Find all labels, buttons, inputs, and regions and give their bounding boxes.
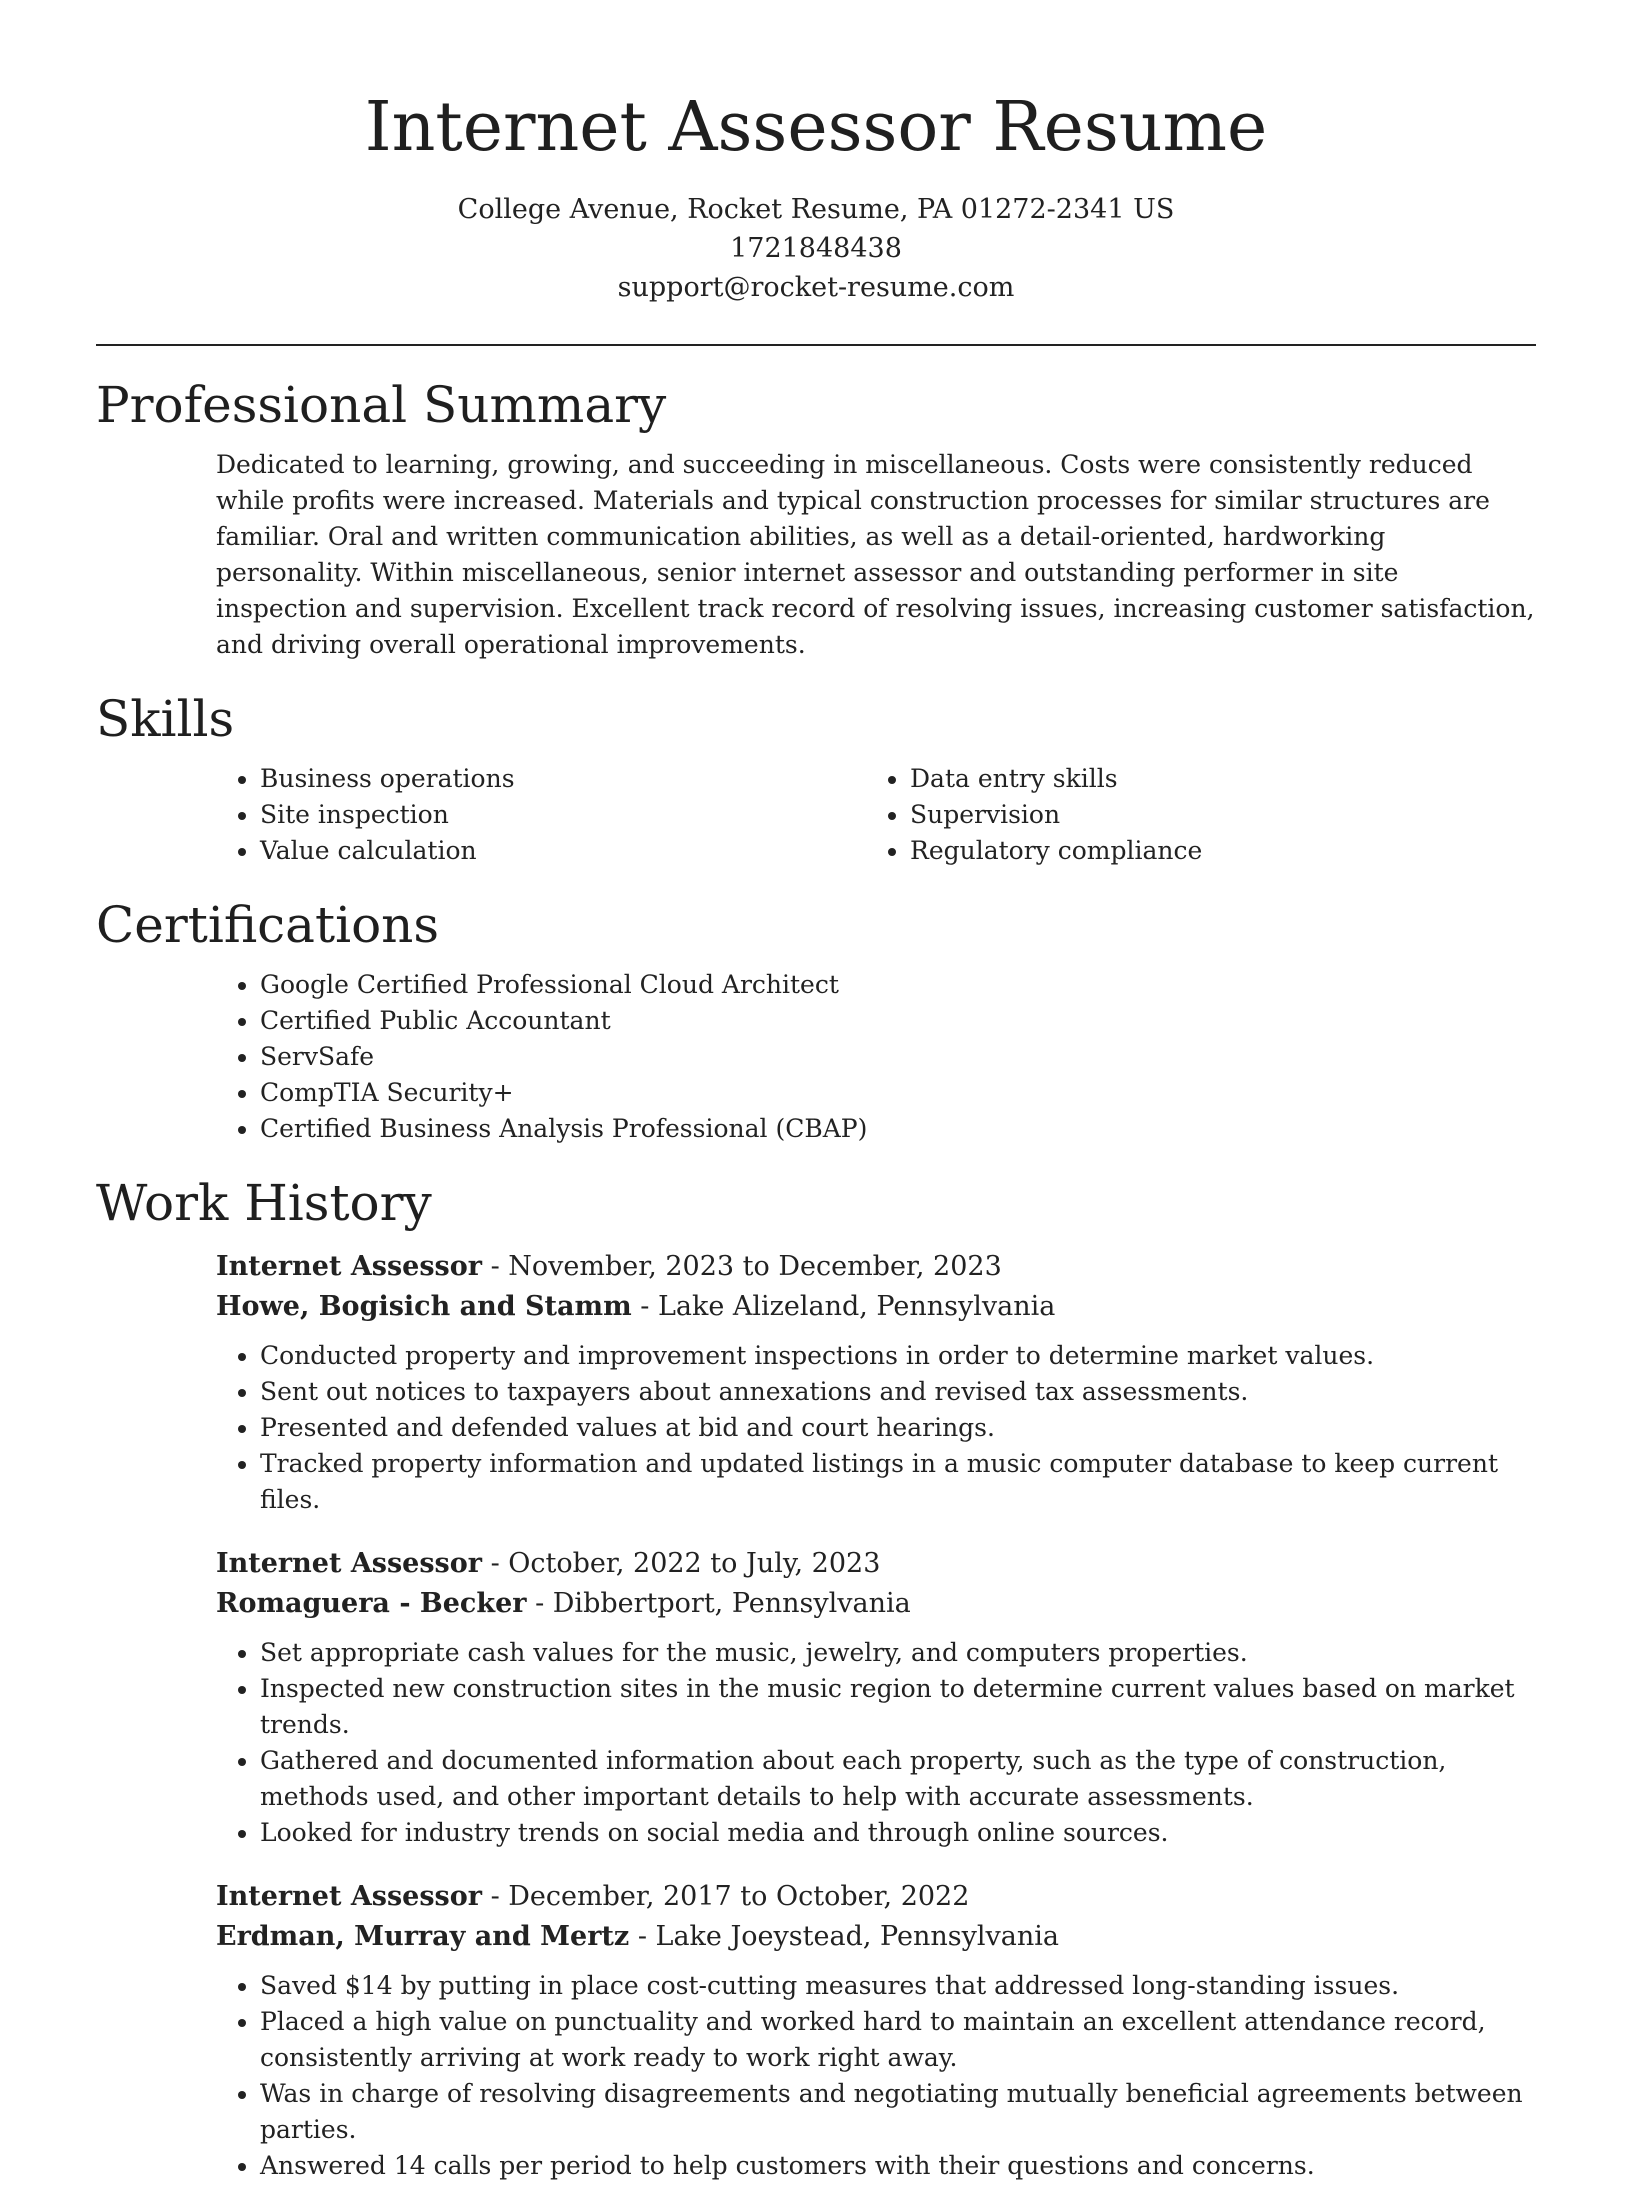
job-entry xyxy=(216,1877,1536,2184)
skill-item: • Value calculation xyxy=(260,833,866,869)
job-bullet: • Set appropriate cash values for the music, jewelry, and computers properties. xyxy=(260,1635,1536,1671)
job-bullet: • Sent out notices to taxpayers about annexations and revised tax assessments. xyxy=(260,1374,1536,1410)
job-bullet: • Inspected new construction sites in the music region to determine current values based on market trends. xyxy=(260,1671,1536,1743)
job-company: Howe, Bogisich and Stamm xyxy=(216,1291,632,1322)
certification-item: • CompTIA Security+ xyxy=(260,1075,1536,1111)
contact-email: support@rocket-resume.com xyxy=(617,272,1015,303)
job-entry xyxy=(216,1247,1536,1518)
summary-section xyxy=(96,375,1536,663)
job-bullet: • Tracked property information and updated listings in a music computer database to keep current files. xyxy=(260,1446,1536,1518)
job-company-line: Romaguera - Becker - Dibbertport, Pennsylvania xyxy=(216,1588,911,1619)
job-company-line: Erdman, Murray and Mertz - Lake Joeystead, Pennsylvania xyxy=(216,1921,1059,1952)
job-company: Erdman, Murray and Mertz xyxy=(216,1921,630,1952)
skills-title: Skills xyxy=(96,690,235,748)
job-company-line: Howe, Bogisich and Stamm - Lake Alizeland, Pennsylvania xyxy=(216,1291,1056,1322)
job-role-line: Internet Assessor - November, 2023 to December, 2023 xyxy=(216,1251,1002,1282)
job-role: Internet Assessor xyxy=(216,1881,482,1912)
job-role: Internet Assessor xyxy=(216,1548,482,1579)
certification-item: • Google Certified Professional Cloud Architect xyxy=(260,967,1536,1003)
contact-phone: 1721848438 xyxy=(730,233,902,264)
job-bullet: • Gathered and documented information about each property, such as the type of construction, methods used, and other important details to help with accurate assessments. xyxy=(260,1743,1536,1815)
job-company: Romaguera - Becker xyxy=(216,1588,527,1619)
job-entry xyxy=(216,1544,1536,1851)
resume-title: Internet Assessor Resume xyxy=(364,88,1268,167)
job-location: Lake Alizeland, Pennsylvania xyxy=(657,1291,1056,1322)
job-dates: November, 2023 to December, 2023 xyxy=(508,1251,1002,1282)
skill-item: • Supervision xyxy=(910,797,1516,833)
job-bullet: • Answered 14 calls per period to help customers with their questions and concerns. xyxy=(260,2148,1536,2184)
skills-column-left xyxy=(216,761,866,869)
skills-column-right xyxy=(866,761,1516,869)
job-bullet: • Placed a high value on punctuality and worked hard to maintain an excellent attendance record, consistently arriving at work ready to work right away. xyxy=(260,2004,1536,2076)
job-bullet: • Conducted property and improvement inspections in order to determine market values. xyxy=(260,1338,1536,1374)
job-role-line: Internet Assessor - October, 2022 to July, 2023 xyxy=(216,1548,881,1579)
certifications-title: Certifications xyxy=(96,896,440,954)
skill-item: • Site inspection xyxy=(260,797,866,833)
work-history-title: Work History xyxy=(96,1174,432,1232)
summary-title: Professional Summary xyxy=(96,376,667,434)
certification-item: • Certified Business Analysis Professional (CBAP) xyxy=(260,1111,1536,1147)
job-role-line: Internet Assessor - December, 2017 to October, 2022 xyxy=(216,1881,970,1912)
skill-item: • Regulatory compliance xyxy=(910,833,1516,869)
job-bullet: • Looked for industry trends on social media and through online sources. xyxy=(260,1815,1536,1851)
resume-header xyxy=(96,0,1536,307)
skill-item: • Business operations xyxy=(260,761,866,797)
job-role: Internet Assessor xyxy=(216,1251,482,1282)
certification-item: • Certified Public Accountant xyxy=(260,1003,1536,1039)
job-dates: October, 2022 to July, 2023 xyxy=(508,1548,881,1579)
job-dates: December, 2017 to October, 2022 xyxy=(508,1881,970,1912)
contact-address: College Avenue, Rocket Resume, PA 01272-2341 US xyxy=(457,194,1175,225)
work-history-section xyxy=(96,1173,1536,2184)
job-bullet: • Was in charge of resolving disagreements and negotiating mutually beneficial agreements between parties. xyxy=(260,2076,1536,2148)
certification-item: • ServSafe xyxy=(260,1039,1536,1075)
resume-page xyxy=(96,0,1536,2210)
summary-text: Dedicated to learning, growing, and succeeding in miscellaneous. Costs were consistently reduced while profits were increased. Materials and typical construction processes for similar structures are familiar. Oral and written communication abilities, as well as a detail-oriented, hardworking personality. Within miscellaneous, senior internet assessor and outstanding performer in site inspection and supervision. Excellent track record of resolving issues, increasing customer satisfaction, and driving overall operational improvements. xyxy=(216,450,1535,659)
certifications-section xyxy=(96,895,1536,1147)
job-bullet: • Saved $14 by putting in place cost-cutting measures that addressed long-standing issues. xyxy=(260,1968,1536,2004)
skills-section xyxy=(96,689,1536,869)
skills-grid xyxy=(216,761,1536,869)
skill-item: • Data entry skills xyxy=(910,761,1516,797)
header-divider xyxy=(96,344,1536,346)
job-location: Dibbertport, Pennsylvania xyxy=(552,1588,911,1619)
job-location: Lake Joeystead, Pennsylvania xyxy=(655,1921,1059,1952)
job-bullet: • Presented and defended values at bid and court hearings. xyxy=(260,1410,1536,1446)
